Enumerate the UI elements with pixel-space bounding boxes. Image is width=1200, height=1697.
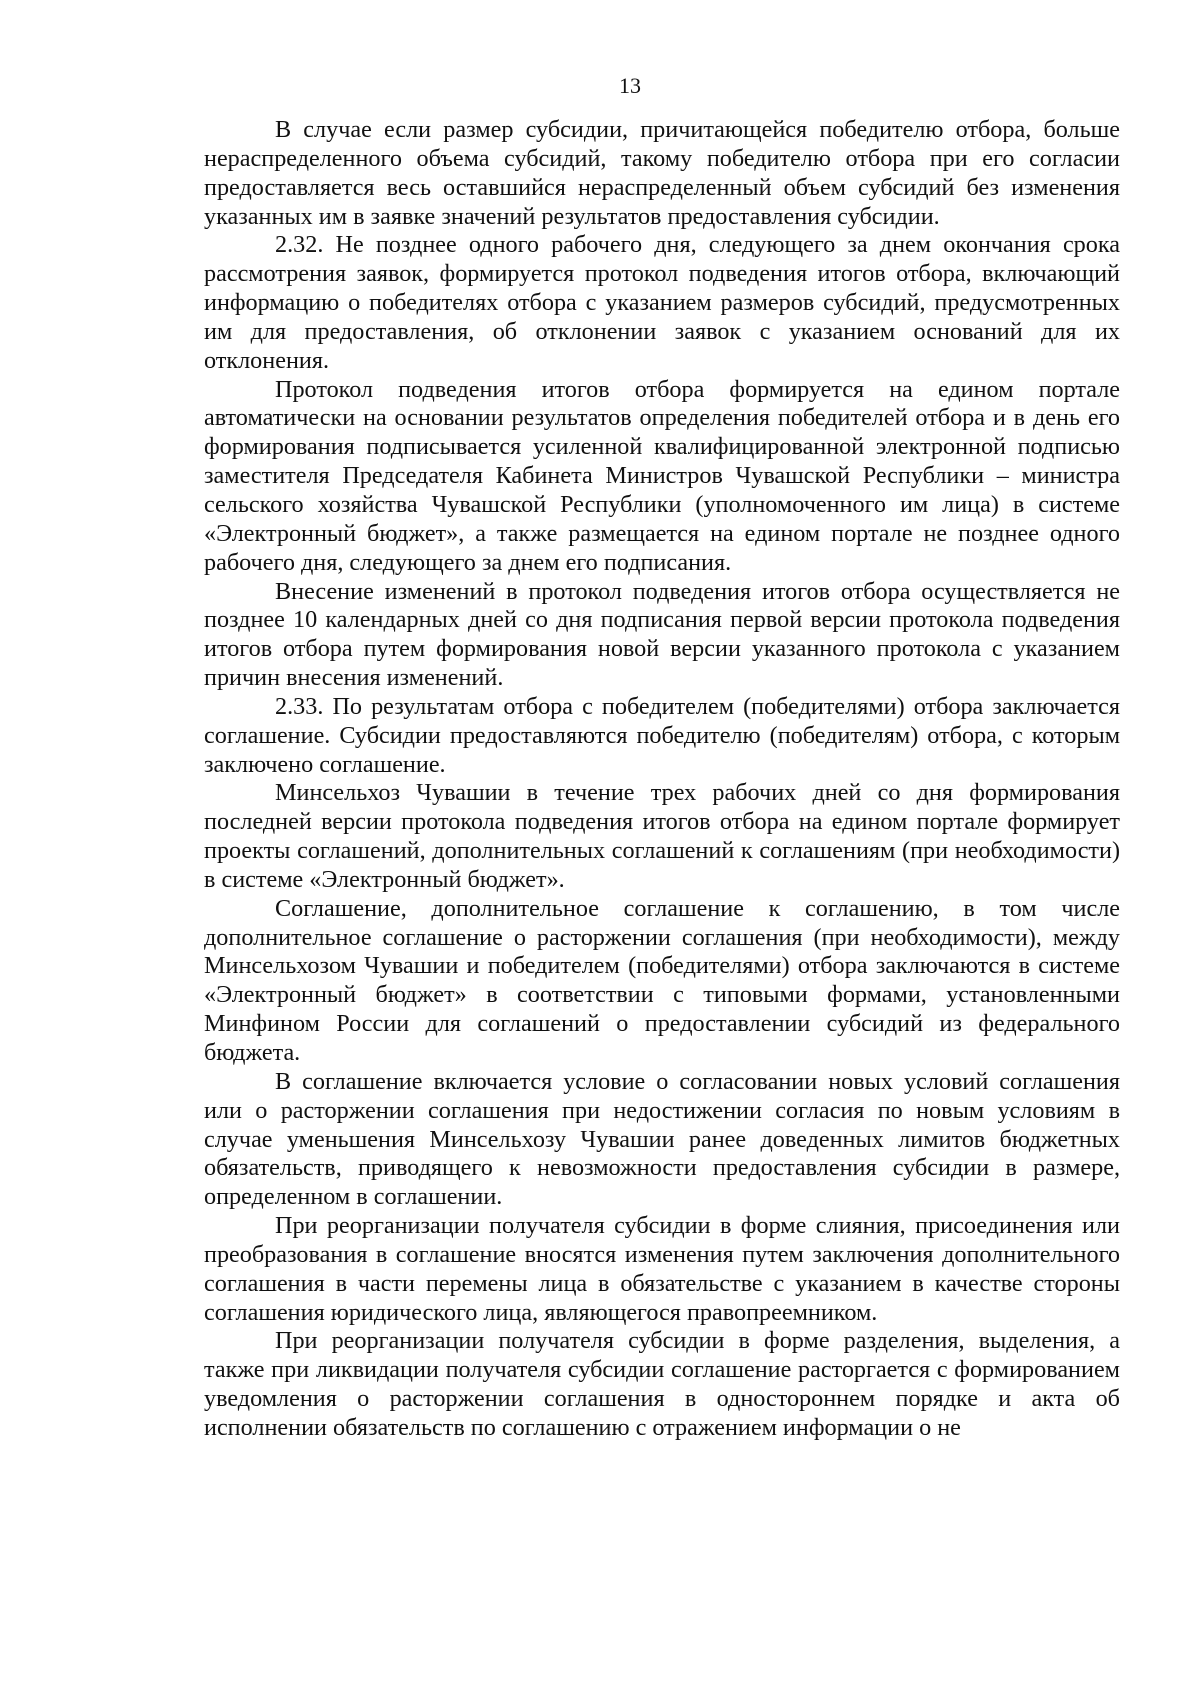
paragraph-reorganization-merger: При реорганизации получателя субсидии в форме слияния, присоединения или преобразования в соглашение вносятся изменения путем заключения дополнительного соглашения в части перемены лица в обязательстве с указанием в качестве стороны соглашения юридического лица, являющегося правопреемником. [204, 1212, 1120, 1326]
paragraph-2-32-protocol: 2.32. Не позднее одного рабочего дня, следующего за днем окончания срока рассмотрения заявок, формируется протокол подведения итогов отбора, включающий информацию о победителях отбора с указанием размеров субсидий, предусмотренных им для предоставления, об отклонении заявок с указанием оснований для их отклонения. [204, 231, 1120, 374]
paragraph-reorganization-division: При реорганизации получателя субсидии в форме разделения, выделения, а также при ликвидации получателя субсидии соглашение расторгается с формированием уведомления о расторжении соглашения в одностороннем порядке и акта об исполнении обязательств по соглашению с отражением информации о не [204, 1327, 1120, 1441]
paragraph-subsidy-remainder: В случае если размер субсидии, причитающейся победителю отбора, больше нераспределенного объема субсидий, такому победителю отбора при его согласии предоставляется весь оставшийся нераспределенный объем субсидий без изменения указанных им в заявке значений результатов предоставления субсидии. [204, 116, 1120, 230]
paragraph-agreement-forms: Соглашение, дополнительное соглашение к соглашению, в том числе дополнительное соглашение о расторжении соглашения (при необходимости), между Минсельхозом Чувашии и победителем (победителями) отбора заключаются в системе «Электронный бюджет» в соответствии с типовыми формами, установленными Минфином России для соглашений о предоставлении субсидий из федерального бюджета. [204, 894, 1120, 1066]
paragraph-protocol-changes: Внесение изменений в протокол подведения итогов отбора осуществляется не позднее 10 календарных дней со дня подписания первой версии протокола подведения итогов отбора путем формирования новой версии указанного протокола с указанием причин внесения изменений. [204, 577, 1120, 692]
paragraph-2-33-agreement: 2.33. По результатам отбора с победителем (победителями) отбора заключается соглашение. Субсидии предоставляются победителю (победителям) отбора, с которым заключено соглашение. [204, 692, 1120, 778]
page-number: 13 [619, 73, 641, 98]
document-body [204, 116, 1120, 1443]
paragraph-limits-condition: В соглашение включается условие о согласовании новых условий соглашения или о расторжении соглашения при недостижении согласия по новым условиям в случае уменьшения Минсельхозу Чувашии ранее доведенных лимитов бюджетных обязательств, приводящего к невозможности предоставления субсидии в размере, определенном в соглашении. [204, 1067, 1120, 1211]
paragraph-protocol-signing: Протокол подведения итогов отбора формируется на едином портале автоматически на основании результатов определения победителей отбора и в день его формирования подписывается усиленной квалифицированной электронной подписью заместителя Председателя Кабинета Министров Чувашской Республики – министра сельского хозяйства Чувашской Республики (уполномоченного им лица) в системе «Электронный бюджет», а также размещается на едином портале не позднее одного рабочего дня, следующего за днем его подписания. [204, 375, 1120, 576]
paragraph-agreement-drafts: Минсельхоз Чувашии в течение трех рабочих дней со дня формирования последней версии протокола подведения итогов отбора на едином портале формирует проекты соглашений, дополнительных соглашений к соглашениям (при необходимости) в системе «Электронный бюджет». [204, 779, 1120, 893]
